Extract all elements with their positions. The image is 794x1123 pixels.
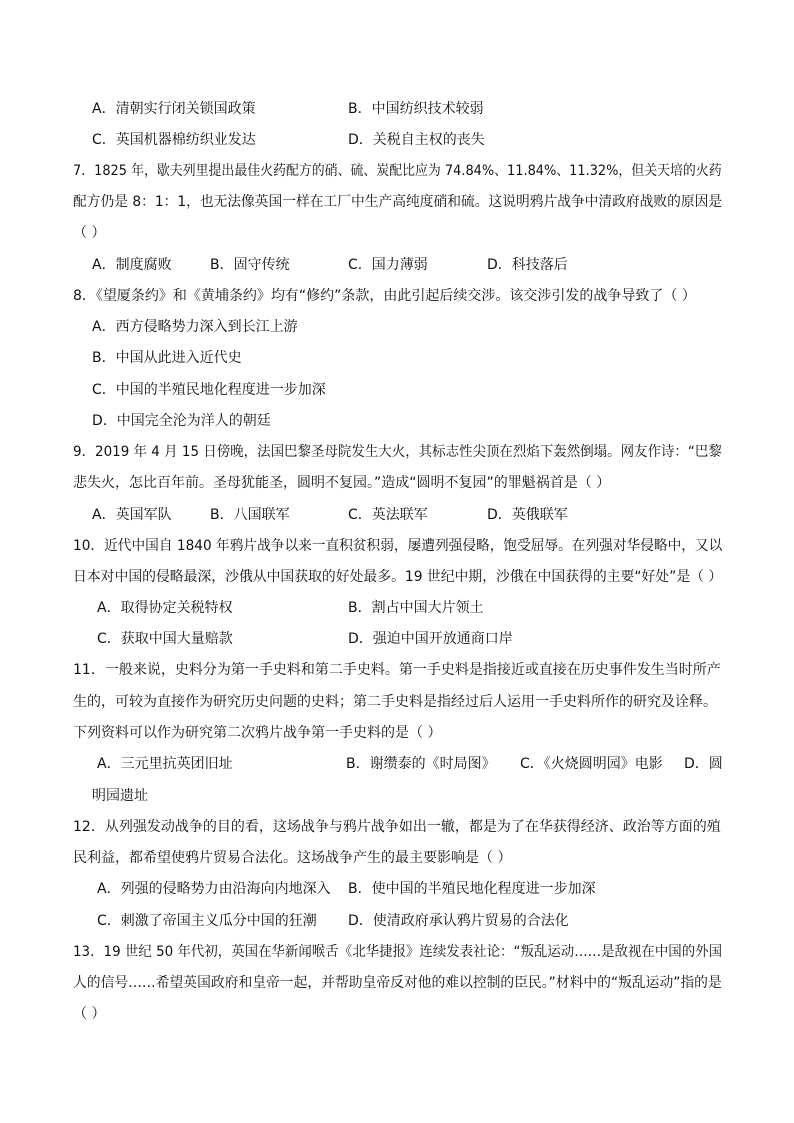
- q7-stem-line-1: 7．1825 年，歇夫列里提出最佳火药配方的硝、硫、炭配比应为 74.84%、11.84%、11.32%，但关天培的火药: [73, 163, 722, 179]
- q10-option-c: C．获取中国大量赔款: [97, 631, 233, 647]
- q10-option-a: A．取得协定关税特权: [97, 600, 233, 616]
- q10-stem-line-2: 日本对中国的侵略最深，沙俄从中国获取的好处最多。19 世纪中期，沙俄在中国获得的主要“好处”是（ ）: [73, 569, 723, 585]
- q11-option-c: C．《火烧圆明园》电影: [520, 756, 663, 772]
- q12-option-c: C．刺激了帝国主义瓜分中国的狂潮: [97, 913, 317, 929]
- q11-option-b: B．谢缵泰的《时局图》: [346, 756, 496, 772]
- q9-option-c: C．英法联军: [348, 507, 428, 523]
- q8-option-b: B．中国从此进入近代史: [92, 350, 242, 366]
- q11-option-d-continued: 明园遗址: [92, 788, 148, 804]
- q12-option-b: B．使中国的半殖民地化程度进一步加深: [348, 881, 596, 897]
- q11-stem-line-1: 11．一般来说，史料分为第一手史料和第二手史料。第一手史料是指接近或直接在历史事件发生当时所产: [73, 662, 721, 678]
- q9-option-a: A．英国军队: [92, 507, 172, 523]
- q10-option-b: B．割占中国大片领土: [348, 600, 484, 616]
- q11-stem-line-2: 生的，可较为直接作为研究历史问题的史料；第二手史料是指经过后人运用一手史料所作的研究及诠释。: [73, 694, 717, 710]
- q7-stem-line-2: 配方仍是 8：1：1，也无法像英国一样在工厂中生产高纯度硝和硫。这说明鸦片战争中清政府战败的原因是: [73, 194, 723, 210]
- q9-option-b: B．八国联军: [210, 507, 290, 523]
- q10-option-d: D．强迫中国开放通商口岸: [348, 631, 513, 647]
- q12-option-d: D．使清政府承认鸦片贸易的合法化: [348, 913, 569, 929]
- q13-stem-line-2: 人的信号……希望英国政府和皇帝一起，并帮助皇帝反对他的难以控制的臣民。”材料中的“叛乱运动”指的是: [73, 975, 722, 991]
- q9-stem-line-2: 悲失火，怎比百年前。圣母犹能圣，圆明不复园。”造成“圆明不复园”的罪魁祸首是（ ）: [73, 475, 611, 491]
- q6-option-a: A．清朝实行闭关锁国政策: [92, 101, 256, 117]
- q13-stem-line-1: 13．19 世纪 50 年代初，英国在华新闻喉舌《北华捷报》连续发表社论：“叛乱运动……是敌视在中国的外国: [73, 944, 723, 960]
- q11-stem-line-3: 下列资料可以作为研究第二次鸦片战争第一手史料的是（ ）: [73, 725, 442, 741]
- q8-stem-line-1: 8．《望厦条约》和《黄埔条约》均有“修约”条款，由此引起后续交涉。该交涉引发的战争导致了（ ）: [73, 288, 696, 304]
- q7-option-b: B．固守传统: [210, 257, 290, 273]
- q6-option-c: C．英国机器棉纺织业发达: [92, 132, 256, 148]
- q8-option-d: D．中国完全沦为洋人的朝廷: [92, 413, 271, 429]
- q7-option-d: D．科技落后: [487, 257, 568, 273]
- q7-answer-bracket: （ ）: [73, 225, 106, 241]
- q6-option-b: B．中国纺织技术较弱: [348, 101, 484, 117]
- q13-answer-bracket: （ ）: [73, 1006, 106, 1022]
- q9-option-d: D．英俄联军: [487, 507, 568, 523]
- q7-option-a: A．制度腐败: [92, 257, 172, 273]
- q11-option-d: D．圆: [684, 756, 723, 772]
- q8-option-c: C．中国的半殖民地化程度进一步加深: [92, 382, 326, 398]
- q10-stem-line-1: 10．近代中国自 1840 年鸦片战争以来一直积贫积弱，屡遭列强侵略，饱受屈辱。在列强对华侵略中，又以: [73, 538, 723, 554]
- q8-option-a: A．西方侵略势力深入到长江上游: [92, 319, 298, 335]
- q11-option-a: A．三元里抗英团旧址: [97, 756, 233, 772]
- q7-option-c: C．国力薄弱: [348, 257, 428, 273]
- q12-option-a: A．列强的侵略势力由沿海向内地深入: [97, 881, 331, 897]
- q9-stem-line-1: 9．2019 年 4 月 15 日傍晚，法国巴黎圣母院发生大火，其标志性尖顶在烈焰下轰然倒塌。网友作诗：“巴黎: [73, 444, 722, 460]
- q6-option-d: D．关税自主权的丧失: [348, 132, 485, 148]
- q12-stem-line-1: 12．从列强发动战争的目的看，这场战争与鸦片战争如出一辙，都是为了在华获得经济、政治等方面的殖: [73, 819, 721, 835]
- q12-stem-line-2: 民利益，都希望使鸦片贸易合法化。这场战争产生的最主要影响是（ ）: [73, 850, 512, 866]
